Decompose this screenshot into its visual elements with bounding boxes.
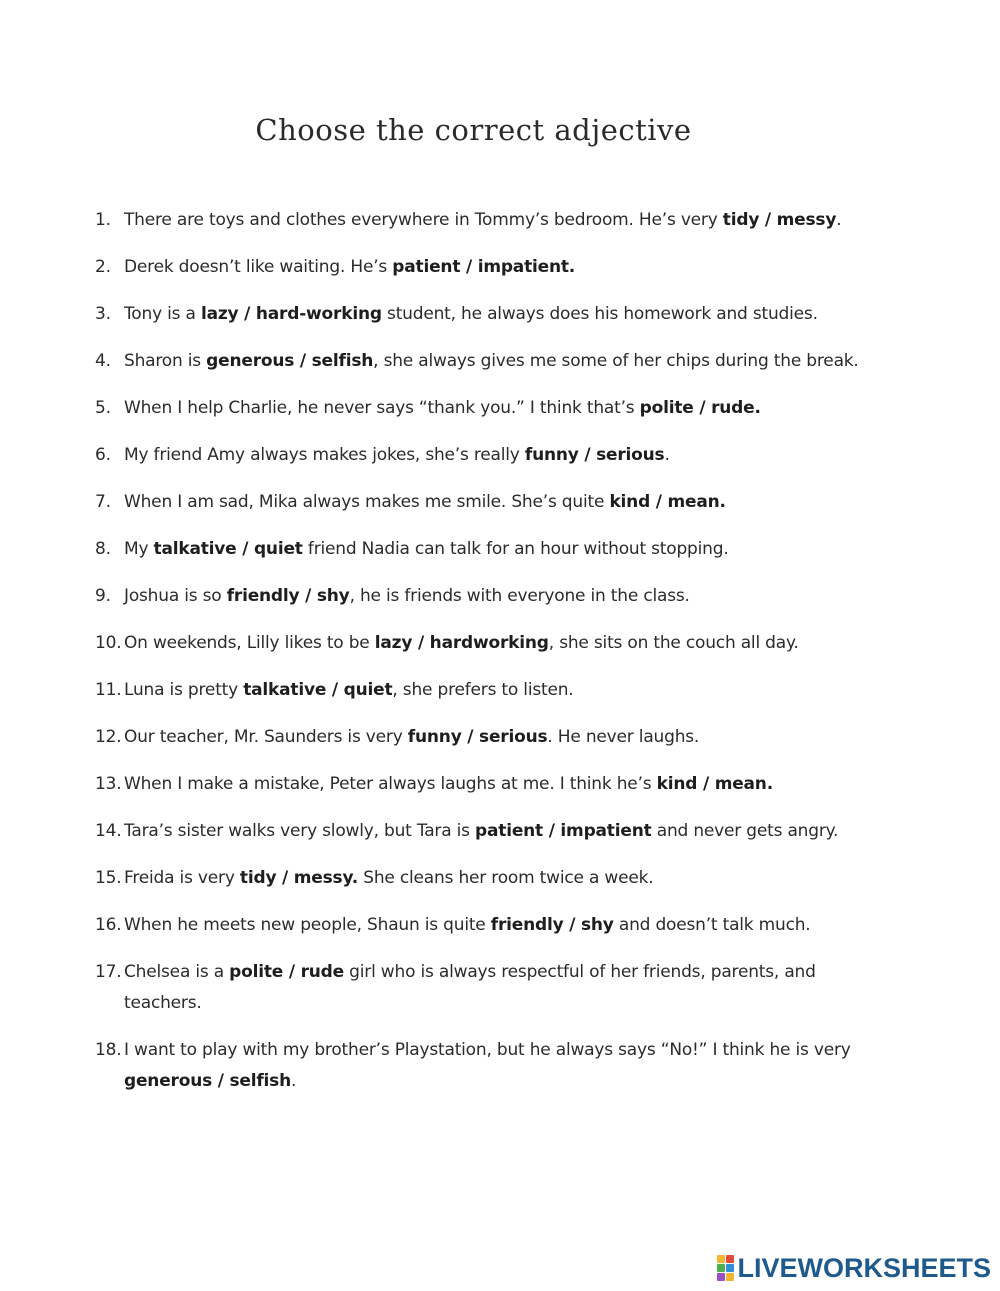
question-item bbox=[95, 910, 895, 941]
question-number: 4. bbox=[95, 351, 111, 371]
adjective-choice: talkative / quiet bbox=[153, 539, 303, 559]
logo-square bbox=[726, 1273, 734, 1281]
sentence-text: I want to play with my brother’s Playstation, but he always says “No!” I think he is very bbox=[124, 1040, 851, 1060]
sentence-text: On weekends, Lilly likes to be bbox=[124, 633, 375, 653]
question-item bbox=[95, 628, 895, 659]
question-number: 14. bbox=[95, 821, 122, 841]
adjective-choice: polite / rude bbox=[229, 962, 344, 982]
sentence-text: She cleans her room twice a week. bbox=[358, 868, 654, 888]
question-item bbox=[95, 722, 895, 753]
logo-square bbox=[726, 1255, 734, 1263]
adjective-choice: polite / rude. bbox=[639, 398, 761, 418]
logo-square bbox=[726, 1264, 734, 1272]
sentence-text: When I am sad, Mika always makes me smile. She’s quite bbox=[124, 492, 610, 512]
adjective-choice: patient / impatient bbox=[475, 821, 652, 841]
question-number: 5. bbox=[95, 398, 111, 418]
sentence-text: , she sits on the couch all day. bbox=[548, 633, 799, 653]
logo-text: LIVEWORKSHEETS bbox=[737, 1252, 991, 1283]
logo-square bbox=[717, 1273, 725, 1281]
adjective-choice: generous / selfish bbox=[124, 1071, 291, 1091]
question-number: 13. bbox=[95, 774, 122, 794]
question-text bbox=[124, 445, 670, 465]
adjective-choice: generous / selfish bbox=[206, 351, 374, 371]
question-number: 16. bbox=[95, 915, 122, 935]
sentence-text: . bbox=[836, 210, 842, 230]
adjective-choice: funny / serious bbox=[524, 445, 665, 465]
question-text bbox=[124, 586, 690, 606]
sentence-text: Joshua is so bbox=[124, 586, 227, 606]
logo-mark-icon bbox=[717, 1255, 734, 1281]
question-number: 8. bbox=[95, 539, 111, 559]
liveworksheets-logo bbox=[717, 1254, 991, 1282]
sentence-text: Tara’s sister walks very slowly, but Tara is bbox=[124, 821, 476, 841]
worksheet-title: Choose the correct adjective bbox=[255, 113, 692, 147]
question-item bbox=[95, 205, 895, 236]
question-number: 10. bbox=[95, 633, 122, 653]
question-text bbox=[124, 727, 699, 747]
question-item bbox=[95, 863, 895, 894]
question-number: 15. bbox=[95, 868, 122, 888]
sentence-text: Our teacher, Mr. Saunders is very bbox=[124, 727, 408, 747]
sentence-text: Freida is very bbox=[124, 868, 240, 888]
question-item bbox=[95, 816, 895, 847]
question-number: 18. bbox=[95, 1040, 122, 1060]
question-number: 2. bbox=[95, 257, 111, 277]
sentence-text: Chelsea is a bbox=[124, 962, 230, 982]
question-text bbox=[124, 915, 811, 935]
adjective-choice: lazy / hardworking bbox=[374, 633, 549, 653]
sentence-text: student, he always does his homework and studies. bbox=[381, 304, 818, 324]
question-item bbox=[95, 346, 895, 377]
question-item bbox=[95, 1035, 895, 1097]
sentence-text: . bbox=[290, 1071, 297, 1091]
question-item bbox=[95, 581, 895, 612]
question-number: 7. bbox=[95, 492, 111, 512]
adjective-choice: funny / serious bbox=[407, 727, 548, 747]
question-text bbox=[124, 351, 859, 371]
question-text bbox=[124, 680, 574, 700]
sentence-text: When I help Charlie, he never says “thank you.” I think that’s bbox=[124, 398, 640, 418]
sentence-text: When I make a mistake, Peter always laughs at me. I think he’s bbox=[124, 774, 657, 794]
question-list bbox=[95, 205, 895, 1113]
question-text bbox=[124, 257, 575, 277]
sentence-text: My bbox=[124, 539, 154, 559]
sentence-text: My friend Amy always makes jokes, she’s really bbox=[124, 445, 525, 465]
question-text bbox=[124, 539, 729, 559]
question-item bbox=[95, 440, 895, 471]
question-number: 6. bbox=[95, 445, 111, 465]
question-number: 11. bbox=[95, 680, 122, 700]
logo-square bbox=[717, 1255, 725, 1263]
question-text bbox=[124, 210, 841, 230]
adjective-choice: lazy / hard-working bbox=[200, 304, 382, 324]
question-text bbox=[124, 774, 773, 794]
sentence-text: When he meets new people, Shaun is quite bbox=[124, 915, 491, 935]
question-number: 1. bbox=[95, 210, 111, 230]
sentence-text: . bbox=[664, 445, 670, 465]
sentence-text: , she prefers to listen. bbox=[392, 680, 574, 700]
question-text bbox=[124, 868, 653, 888]
question-text bbox=[124, 492, 726, 512]
sentence-text: Luna is pretty bbox=[124, 680, 244, 700]
question-text bbox=[124, 633, 799, 653]
adjective-choice: kind / mean. bbox=[609, 492, 726, 512]
question-item bbox=[95, 534, 895, 565]
question-number: 12. bbox=[95, 727, 122, 747]
question-text bbox=[124, 821, 838, 841]
question-number: 17. bbox=[95, 962, 122, 982]
logo-square bbox=[717, 1264, 725, 1272]
question-text bbox=[124, 1040, 851, 1091]
question-item bbox=[95, 252, 895, 283]
sentence-text: There are toys and clothes everywhere in Tommy’s bedroom. He’s very bbox=[124, 210, 723, 230]
sentence-text: Derek doesn’t like waiting. He’s bbox=[124, 257, 393, 277]
question-item bbox=[95, 299, 895, 330]
adjective-choice: friendly / shy bbox=[490, 915, 614, 935]
sentence-text: . He never laughs. bbox=[547, 727, 700, 747]
sentence-text: girl who is always respectful of her friends, parents, and teachers. bbox=[124, 962, 816, 1013]
adjective-choice: talkative / quiet bbox=[243, 680, 393, 700]
sentence-text: friend Nadia can talk for an hour without stopping. bbox=[302, 539, 729, 559]
question-number: 9. bbox=[95, 586, 111, 606]
adjective-choice: friendly / shy bbox=[226, 586, 350, 606]
adjective-choice: tidy / messy bbox=[722, 210, 837, 230]
question-item bbox=[95, 675, 895, 706]
sentence-text: Tony is a bbox=[124, 304, 201, 324]
adjective-choice: tidy / messy. bbox=[239, 868, 359, 888]
sentence-text: , she always gives me some of her chips during the break. bbox=[373, 351, 859, 371]
question-item bbox=[95, 487, 895, 518]
adjective-choice: kind / mean. bbox=[656, 774, 773, 794]
question-item bbox=[95, 957, 895, 1019]
sentence-text: and never gets angry. bbox=[651, 821, 839, 841]
question-text bbox=[124, 398, 761, 418]
sentence-text: , he is friends with everyone in the class. bbox=[349, 586, 690, 606]
sentence-text: and doesn’t talk much. bbox=[613, 915, 811, 935]
question-item bbox=[95, 393, 895, 424]
adjective-choice: patient / impatient. bbox=[392, 257, 576, 277]
sentence-text: Sharon is bbox=[124, 351, 207, 371]
question-text bbox=[124, 304, 818, 324]
question-text bbox=[124, 962, 816, 1013]
question-number: 3. bbox=[95, 304, 111, 324]
question-item bbox=[95, 769, 895, 800]
